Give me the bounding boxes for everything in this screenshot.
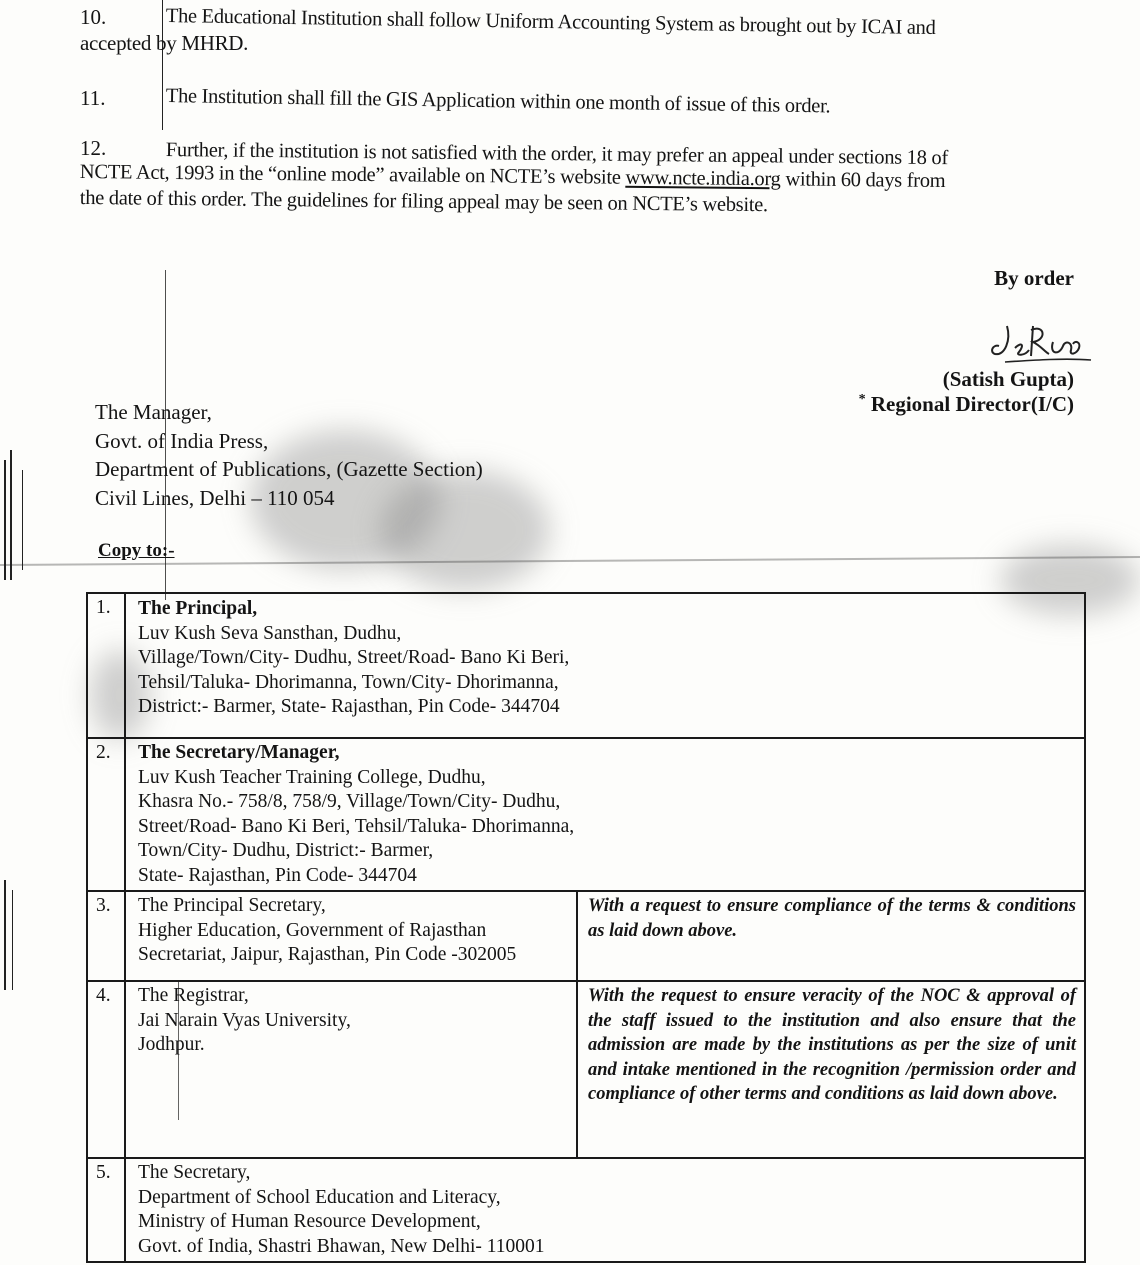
serial-number: 1.	[87, 593, 125, 738]
table-row	[87, 738, 1085, 891]
recipient-cell	[125, 891, 577, 981]
recipient-line: Secretariat, Jaipur, Rajasthan, Pin Code -302005	[138, 944, 517, 965]
recipient-line: Tehsil/Taluka- Dhorimanna, Town/City- Dhorimanna,	[138, 671, 559, 693]
addressee-line: Govt. of India Press,	[95, 428, 269, 453]
clause-text: Further, if the institution is not satisfied with the order, it may prefer an appeal under sections 18 of	[165, 138, 949, 170]
recipient-line: Ministry of Human Resource Development,	[138, 1211, 481, 1232]
scan-edge-line	[4, 460, 6, 580]
recipient-line: State- Rajasthan, Pin Code- 344704	[138, 864, 417, 886]
recipient-line: Jodhpur.	[138, 1034, 205, 1055]
addressee-line: The Manager,	[95, 400, 212, 424]
table-row	[87, 593, 1085, 738]
recipient-cell	[125, 981, 577, 1158]
recipient-line: Jai Narain Vyas University,	[138, 1009, 351, 1031]
recipient-line: The Principal Secretary,	[138, 895, 326, 916]
recipient-line: Department of School Education and Literacy,	[138, 1186, 501, 1208]
recipient-title: The Principal,	[138, 598, 258, 619]
clause-text-part: NCTE Act, 1993 in the “online mode” available on NCTE’s website	[79, 160, 626, 189]
clause-text: The Educational Institution shall follow Uniform Accounting System as brought out by ICAI and	[165, 4, 936, 40]
addressee-line: Department of Publications, (Gazette Section)	[95, 457, 483, 481]
recipient-line: Luv Kush Seva Sansthan, Dudhu,	[138, 622, 402, 644]
clause-number: 11.	[80, 86, 106, 110]
recipient-line: District:- Barmer, State- Rajasthan, Pin Code- 344704	[138, 696, 560, 717]
scan-edge-line	[22, 470, 23, 570]
recipient-cell	[125, 1158, 1085, 1262]
serial-number: 5.	[87, 1158, 125, 1262]
signatory-block	[859, 367, 1074, 417]
addressee-line: Civil Lines, Delhi – 110 054	[95, 485, 335, 510]
recipient-line: Town/City- Dudhu, District:- Barmer,	[138, 840, 434, 861]
recipient-cell	[125, 738, 1085, 891]
recipient-title: The Secretary/Manager,	[138, 742, 340, 763]
clause-text-part: within 60 days from	[780, 168, 946, 193]
serial-number: 2.	[87, 738, 125, 891]
table-row	[87, 891, 1085, 981]
asterisk-mark: *	[858, 392, 866, 407]
addressee-block	[95, 398, 483, 512]
recipient-line: Govt. of India, Shastri Bhawan, New Delhi- 110001	[138, 1235, 545, 1257]
copy-to-table	[86, 592, 1086, 1263]
table-row	[87, 1158, 1085, 1262]
remark-cell: With a request to ensure compliance of the terms & conditions as laid down above.	[577, 891, 1085, 981]
recipient-line: Khasra No.- 758/8, 758/9, Village/Town/City- Dudhu,	[138, 791, 561, 812]
clause-number: 12.	[80, 136, 107, 160]
serial-number: 3.	[87, 891, 125, 981]
recipient-line: The Secretary,	[138, 1162, 251, 1183]
scan-edge-line	[10, 450, 12, 580]
clause-text: The Institution shall fill the GIS Application within one month of issue of this order.	[165, 84, 831, 118]
signatory-designation	[859, 392, 1074, 417]
clause-number: 10.	[80, 5, 107, 29]
recipient-line: The Registrar,	[138, 985, 249, 1006]
signature-block	[994, 266, 1074, 291]
by-order-label: By order	[994, 266, 1074, 290]
handwritten-signature	[985, 320, 1095, 370]
table-row	[87, 981, 1085, 1158]
signatory-name: (Satish Gupta)	[942, 367, 1074, 391]
copy-to-heading: Copy to:-	[98, 540, 175, 561]
ncte-website-link[interactable]: www.ncte.india.org	[625, 166, 781, 191]
clause-text: the date of this order. The guidelines for filing appeal may be seen on NCTE’s website.	[79, 186, 768, 217]
remark-cell: With the request to ensure veracity of the NOC & approval of the staff issued to the institution and also ensure that the admission are made by the institutions as per the size of unit and intake mentioned in the recognition /permission order and compliance of other terms and conditions as laid down above.	[577, 981, 1085, 1158]
serial-number: 4.	[87, 981, 125, 1158]
recipient-cell	[125, 593, 1085, 738]
clause-text: accepted by MHRD.	[80, 31, 249, 55]
recipient-line: Street/Road- Bano Ki Beri, Tehsil/Taluka- Dhorimanna,	[138, 815, 575, 837]
recipient-line: Luv Kush Teacher Training College, Dudhu,	[138, 766, 486, 788]
scan-edge-line	[12, 890, 13, 990]
scan-edge-line	[4, 880, 6, 990]
designation-text: Regional Director(I/C)	[870, 392, 1074, 416]
recipient-line: Higher Education, Government of Rajasthan	[138, 919, 487, 941]
binder-line	[162, 0, 163, 130]
recipient-line: Village/Town/City- Dudhu, Street/Road- Bano Ki Beri,	[138, 647, 570, 668]
